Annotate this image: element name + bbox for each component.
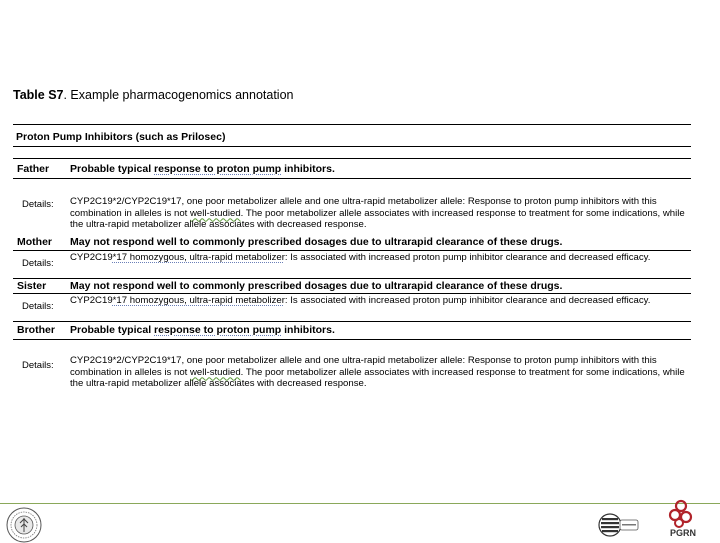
summary-brother-underlined: response to proton pump	[154, 324, 282, 336]
details-brother-part2: . The poor metabolizer allele associates with increased response to treatment for some indications, while the ultra-rapid metabolizer allele associates with decreased response.	[70, 366, 685, 390]
details-label-brother: Details:	[22, 360, 54, 371]
details-sister-gene: CYP2C19	[70, 295, 113, 306]
details-sister-text: : Is associated with increased proton pump inhibitor clearance and decreased efficacy.	[284, 295, 651, 306]
rule-brother-bottom	[13, 339, 691, 340]
rule-father-bottom	[13, 178, 691, 179]
summary-sister: May not respond well to commonly prescribed dosages due to ultrarapid clearance of these drugs.	[70, 280, 563, 292]
summary-father-plain: Probable typical	[70, 163, 155, 175]
summary-father	[70, 163, 335, 175]
relative-brother: Brother	[17, 324, 55, 336]
rule-section	[13, 146, 691, 147]
footer-rule	[0, 503, 720, 504]
details-father-part2: . The poor metabolizer allele associates with increased response to treatment for some indications, while the ultra-rapid metabolizer allele associates with decreased response.	[70, 207, 685, 231]
rule-father-top	[13, 158, 691, 159]
details-mother-genotype: *17 homozygous, ultra-rapid metabolizer	[112, 252, 285, 263]
details-father-term: well-studied	[190, 207, 241, 219]
details-father	[70, 196, 695, 231]
relative-father: Father	[17, 163, 50, 175]
university-seal-icon	[6, 507, 42, 543]
details-mother	[70, 252, 695, 264]
rule-top	[13, 124, 691, 125]
pgrn-label: PGRN	[670, 528, 697, 538]
details-sister-genotype: *17 homozygous, ultra-rapid metabolizer	[112, 295, 285, 306]
table-title-text: . Example pharmacogenomics annotation	[63, 88, 294, 102]
pharmgkb-logo-icon	[598, 512, 642, 538]
relative-sister: Sister	[17, 280, 47, 292]
relative-mother: Mother	[17, 236, 52, 248]
details-mother-gene: CYP2C19	[70, 252, 113, 263]
details-father-part1: CYP2C19*2/CYP2C19*17, one poor metabolizer allele and one ultra-rapid metabolizer allele: Response to proton pump inhibitors with this combination in alleles is not	[70, 196, 657, 219]
table-title-label: Table S7	[13, 88, 64, 102]
details-brother-part1: CYP2C19*2/CYP2C19*17, one poor metabolizer allele and one ultra-rapid metabolizer allele: Response to proton pump inhibitors with this combination in alleles is not	[70, 355, 657, 378]
rule-sister-top	[13, 278, 691, 279]
details-brother	[70, 355, 695, 390]
details-mother-text: : Is associated with increased proton pump inhibitor clearance and decreased efficacy.	[284, 252, 651, 263]
summary-mother: May not respond well to commonly prescribed dosages due to ultrarapid clearance of these drugs.	[70, 236, 563, 248]
details-label-sister: Details:	[22, 301, 54, 312]
details-brother-term: well-studied	[190, 366, 241, 378]
pgrn-logo-icon	[665, 498, 697, 530]
summary-brother-tail: inhibitors.	[281, 324, 335, 336]
rule-mother	[13, 250, 691, 251]
details-sister	[70, 295, 695, 307]
rule-brother-top	[13, 321, 691, 322]
summary-father-tail: inhibitors.	[281, 163, 335, 175]
section-header: Proton Pump Inhibitors (such as Prilosec)	[16, 131, 226, 143]
summary-brother	[70, 324, 335, 336]
rule-sister	[13, 293, 691, 294]
table-title	[13, 88, 293, 102]
details-label-mother: Details:	[22, 258, 54, 269]
summary-brother-plain: Probable typical	[70, 324, 155, 336]
details-label-father: Details:	[22, 199, 54, 210]
summary-father-underlined: response to proton pump	[154, 163, 282, 175]
